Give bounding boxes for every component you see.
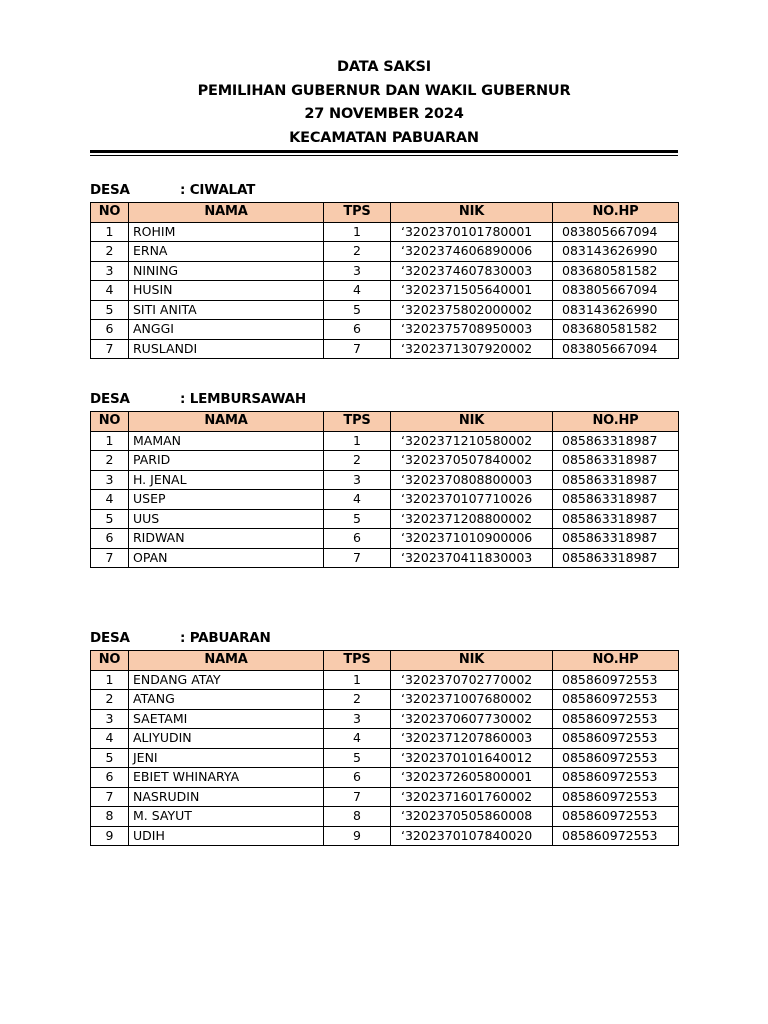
cell-nik: ‘3202371010900006 (391, 529, 553, 549)
cell-nama: OPAN (129, 548, 324, 568)
cell-hp: 085863318987 (553, 490, 679, 510)
cell-hp: 085860972553 (553, 670, 679, 690)
table-row (91, 320, 679, 340)
col-header-tps: TPS (324, 412, 391, 432)
table-row (91, 787, 679, 807)
cell-tps: 5 (324, 748, 391, 768)
cell-hp: 085863318987 (553, 451, 679, 471)
desa-label: DESA (90, 182, 130, 198)
cell-no: 5 (91, 748, 129, 768)
section-lembursawah (90, 391, 678, 568)
section-ciwalat (90, 182, 678, 359)
cell-no: 6 (91, 768, 129, 788)
table-row (91, 670, 679, 690)
desa-heading (90, 182, 678, 202)
col-header-nama: NAMA (129, 651, 324, 671)
cell-tps: 1 (324, 222, 391, 242)
section-pabuaran (90, 630, 678, 846)
cell-nik: ‘3202370607730002 (391, 709, 553, 729)
cell-tps: 3 (324, 709, 391, 729)
cell-nik: ‘3202370101640012 (391, 748, 553, 768)
cell-no: 4 (91, 729, 129, 749)
cell-tps: 2 (324, 690, 391, 710)
cell-no: 7 (91, 339, 129, 359)
cell-nama: ANGGI (129, 320, 324, 340)
cell-nik: ‘3202370505860008 (391, 807, 553, 827)
header-rule-thick (90, 150, 678, 153)
cell-nama: ENDANG ATAY (129, 670, 324, 690)
cell-no: 5 (91, 509, 129, 529)
table-row (91, 729, 679, 749)
cell-tps: 7 (324, 787, 391, 807)
col-header-hp: NO.HP (553, 651, 679, 671)
col-header-nik: NIK (391, 651, 553, 671)
desa-heading (90, 391, 678, 411)
cell-tps: 6 (324, 529, 391, 549)
table-row (91, 300, 679, 320)
desa-label: DESA (90, 391, 130, 407)
cell-tps: 7 (324, 548, 391, 568)
cell-no: 7 (91, 787, 129, 807)
cell-nama: M. SAYUT (129, 807, 324, 827)
col-header-hp: NO.HP (553, 203, 679, 223)
cell-no: 2 (91, 451, 129, 471)
cell-hp: 085863318987 (553, 509, 679, 529)
document-header (0, 56, 768, 150)
cell-hp: 083805667094 (553, 222, 679, 242)
col-header-hp: NO.HP (553, 412, 679, 432)
header-title: DATA SAKSI (337, 59, 431, 75)
cell-nama: RIDWAN (129, 529, 324, 549)
table-row (91, 222, 679, 242)
desa-name: : PABUARAN (180, 630, 271, 646)
table-row (91, 451, 679, 471)
cell-nik: ‘3202370107840020 (391, 826, 553, 846)
cell-no: 6 (91, 529, 129, 549)
table-row (91, 339, 679, 359)
desa-name: : LEMBURSAWAH (180, 391, 306, 407)
cell-tps: 3 (324, 261, 391, 281)
cell-nik: ‘3202371207860003 (391, 729, 553, 749)
cell-tps: 3 (324, 470, 391, 490)
table-row (91, 281, 679, 301)
cell-hp: 085860972553 (553, 787, 679, 807)
cell-nama: USEP (129, 490, 324, 510)
cell-hp: 085860972553 (553, 709, 679, 729)
cell-nik: ‘3202371601760002 (391, 787, 553, 807)
col-header-tps: TPS (324, 651, 391, 671)
header-date: 27 NOVEMBER 2024 (304, 106, 464, 122)
table-row (91, 242, 679, 262)
cell-nama: UUS (129, 509, 324, 529)
cell-hp: 085860972553 (553, 768, 679, 788)
cell-tps: 1 (324, 670, 391, 690)
cell-nik: ‘3202372605800001 (391, 768, 553, 788)
col-header-nama: NAMA (129, 412, 324, 432)
cell-hp: 083143626990 (553, 300, 679, 320)
cell-nik: ‘3202375802000002 (391, 300, 553, 320)
cell-no: 5 (91, 300, 129, 320)
cell-hp: 083805667094 (553, 339, 679, 359)
table-row (91, 690, 679, 710)
cell-tps: 4 (324, 729, 391, 749)
cell-hp: 085863318987 (553, 529, 679, 549)
header-rule-thin (90, 155, 678, 156)
table-header-row (91, 651, 679, 671)
col-header-tps: TPS (324, 203, 391, 223)
cell-hp: 083680581582 (553, 261, 679, 281)
cell-tps: 7 (324, 339, 391, 359)
cell-no: 9 (91, 826, 129, 846)
cell-hp: 083805667094 (553, 281, 679, 301)
cell-nama: ROHIM (129, 222, 324, 242)
col-header-no: NO (91, 203, 129, 223)
cell-nik: ‘3202370702770002 (391, 670, 553, 690)
cell-no: 7 (91, 548, 129, 568)
cell-nik: ‘3202371007680002 (391, 690, 553, 710)
table-row (91, 490, 679, 510)
cell-tps: 5 (324, 509, 391, 529)
cell-no: 8 (91, 807, 129, 827)
cell-hp: 085860972553 (553, 729, 679, 749)
cell-no: 3 (91, 261, 129, 281)
cell-tps: 2 (324, 451, 391, 471)
col-header-no: NO (91, 651, 129, 671)
cell-nik: ‘3202371307920002 (391, 339, 553, 359)
cell-nik: ‘3202371210580002 (391, 431, 553, 451)
cell-nik: ‘3202371505640001 (391, 281, 553, 301)
table-row (91, 709, 679, 729)
table-row (91, 261, 679, 281)
table-header-row (91, 203, 679, 223)
table-row (91, 470, 679, 490)
witness-table (90, 202, 679, 359)
cell-no: 4 (91, 281, 129, 301)
cell-no: 1 (91, 222, 129, 242)
table-row (91, 807, 679, 827)
desa-name: : CIWALAT (180, 182, 256, 198)
table-row (91, 768, 679, 788)
cell-nama: H. JENAL (129, 470, 324, 490)
cell-tps: 4 (324, 281, 391, 301)
col-header-no: NO (91, 412, 129, 432)
witness-table (90, 411, 679, 568)
col-header-nik: NIK (391, 412, 553, 432)
cell-nama: SITI ANITA (129, 300, 324, 320)
cell-nik: ‘3202371208800002 (391, 509, 553, 529)
cell-nama: ATANG (129, 690, 324, 710)
cell-tps: 9 (324, 826, 391, 846)
cell-nik: ‘3202375708950003 (391, 320, 553, 340)
cell-nama: UDIH (129, 826, 324, 846)
witness-table (90, 650, 679, 846)
cell-nama: NASRUDIN (129, 787, 324, 807)
cell-hp: 085860972553 (553, 826, 679, 846)
cell-nama: HUSIN (129, 281, 324, 301)
cell-no: 1 (91, 431, 129, 451)
cell-tps: 6 (324, 320, 391, 340)
desa-heading (90, 630, 678, 650)
cell-nik: ‘3202370808800003 (391, 470, 553, 490)
cell-nama: PARID (129, 451, 324, 471)
cell-nik: ‘3202370107710026 (391, 490, 553, 510)
cell-tps: 8 (324, 807, 391, 827)
cell-nama: ALIYUDIN (129, 729, 324, 749)
col-header-nama: NAMA (129, 203, 324, 223)
cell-nama: MAMAN (129, 431, 324, 451)
header-district: KECAMATAN PABUARAN (289, 129, 479, 146)
cell-hp: 085860972553 (553, 807, 679, 827)
header-election: PEMILIHAN GUBERNUR DAN WAKIL GUBERNUR (197, 82, 571, 99)
cell-hp: 083680581582 (553, 320, 679, 340)
table-row (91, 748, 679, 768)
cell-tps: 4 (324, 490, 391, 510)
cell-tps: 2 (324, 242, 391, 262)
cell-nik: ‘3202370411830003 (391, 548, 553, 568)
cell-nik: ‘3202374606890006 (391, 242, 553, 262)
cell-hp: 085860972553 (553, 690, 679, 710)
table-header-row (91, 412, 679, 432)
cell-hp: 085863318987 (553, 470, 679, 490)
cell-tps: 1 (324, 431, 391, 451)
cell-hp: 083143626990 (553, 242, 679, 262)
cell-tps: 5 (324, 300, 391, 320)
cell-hp: 085860972553 (553, 748, 679, 768)
cell-nik: ‘3202374607830003 (391, 261, 553, 281)
cell-no: 4 (91, 490, 129, 510)
table-row (91, 431, 679, 451)
table-row (91, 826, 679, 846)
cell-no: 3 (91, 470, 129, 490)
cell-nik: ‘3202370101780001 (391, 222, 553, 242)
cell-nama: ERNA (129, 242, 324, 262)
cell-no: 1 (91, 670, 129, 690)
cell-hp: 085863318987 (553, 548, 679, 568)
table-row (91, 529, 679, 549)
cell-no: 3 (91, 709, 129, 729)
cell-nama: SAETAMI (129, 709, 324, 729)
cell-nik: ‘3202370507840002 (391, 451, 553, 471)
cell-no: 6 (91, 320, 129, 340)
cell-tps: 6 (324, 768, 391, 788)
cell-nama: EBIET WHINARYA (129, 768, 324, 788)
cell-nama: JENI (129, 748, 324, 768)
cell-hp: 085863318987 (553, 431, 679, 451)
cell-nama: RUSLANDI (129, 339, 324, 359)
table-row (91, 509, 679, 529)
col-header-nik: NIK (391, 203, 553, 223)
table-row (91, 548, 679, 568)
cell-nama: NINING (129, 261, 324, 281)
cell-no: 2 (91, 690, 129, 710)
desa-label: DESA (90, 630, 130, 646)
cell-no: 2 (91, 242, 129, 262)
